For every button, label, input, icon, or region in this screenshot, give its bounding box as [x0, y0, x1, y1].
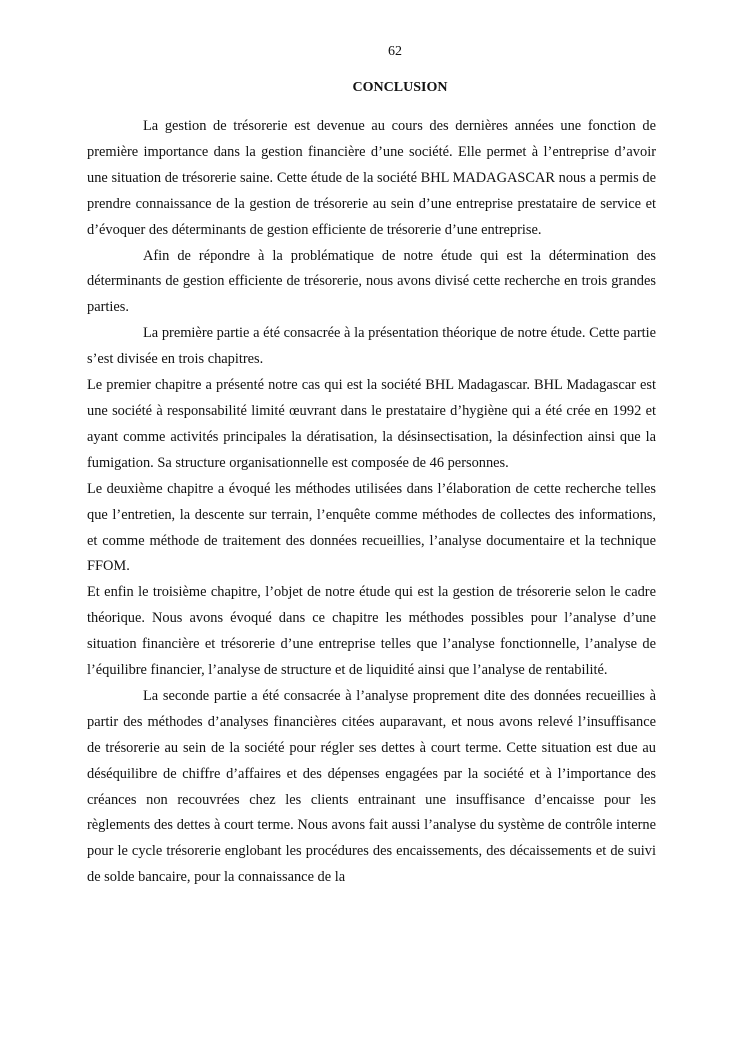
- page-title: CONCLUSION: [352, 80, 448, 95]
- paragraph-7: La seconde partie a été consacrée à l’analyse proprement dite des données recueillies à partir des méthodes d’analyses financières citées auparavant, et nous avons relevé l’insuffisance de trésorerie au sein de la société pour régler ses dettes à court terme. Cette situation est due au déséquilibre de chiffre d’affaires et des dépenses engagées par la société et à l’importance des créances non recouvrées chez les clients entrainant une insuffisance d’encaisse pour les règlements des dettes à court terme. Nous avons fait aussi l’analyse du système de contrôle interne pour le cycle trésorerie englobant les procédures des encaissements, des décaissements et de suivi de solde bancaire, pour la connaissance de la: [87, 687, 656, 886]
- paragraph-2: Afin de répondre à la problématique de notre étude qui est la détermination des déterminants de gestion efficiente de trésorerie, nous avons divisé cette recherche en trois grandes parties.: [87, 247, 656, 316]
- page-number: 62: [388, 44, 402, 59]
- paragraph-5: Le deuxième chapitre a évoqué les méthodes utilisées dans l’élaboration de cette recherche telles que l’entretien, la descente sur terrain, l’enquête comme méthodes de collectes des informations, et comme méthode de traitement des données recueillies, l’analyse documentaire et la technique FFOM.: [87, 480, 656, 575]
- paragraph-6: Et enfin le troisième chapitre, l’objet de notre étude qui est la gestion de trésorerie selon le cadre théorique. Nous avons évoqué dans ce chapitre les méthodes possibles pour l’analyse d’une situation financière et trésorerie d’une entreprise telles que l’analyse fonctionnelle, l’analyse de l’équilibre financier, l’analyse de structure et de liquidité ainsi que l’analyse de rentabilité.: [87, 584, 656, 679]
- paragraph-4: Le premier chapitre a présenté notre cas qui est la société BHL Madagascar. BHL Madagascar est une société à responsabilité limité œuvrant dans le prestataire d’hygiène qui a été crée en 1992 et ayant comme activités principales la dératisation, la désinsectisation, la désinfection ainsi que la fumigation. Sa structure organisationnelle est composée de 46 personnes.: [87, 377, 656, 471]
- paragraph-1: La gestion de trésorerie est devenue au cours des dernières années une fonction de première importance dans la gestion financière d’une société. Elle permet à l’entreprise d’avoir une situation de trésorerie saine. Cette étude de la société BHL MADAGASCAR nous a permis de prendre connaissance de la gestion de trésorerie au sein d’une entreprise prestataire de service et d’évoquer des déterminants de gestion efficiente de trésorerie d’une entreprise.: [87, 118, 656, 238]
- body-text: [87, 114, 656, 891]
- paragraph-3: La première partie a été consacrée à la présentation théorique de notre étude. Cette partie s’est divisée en trois chapitres.: [87, 325, 656, 368]
